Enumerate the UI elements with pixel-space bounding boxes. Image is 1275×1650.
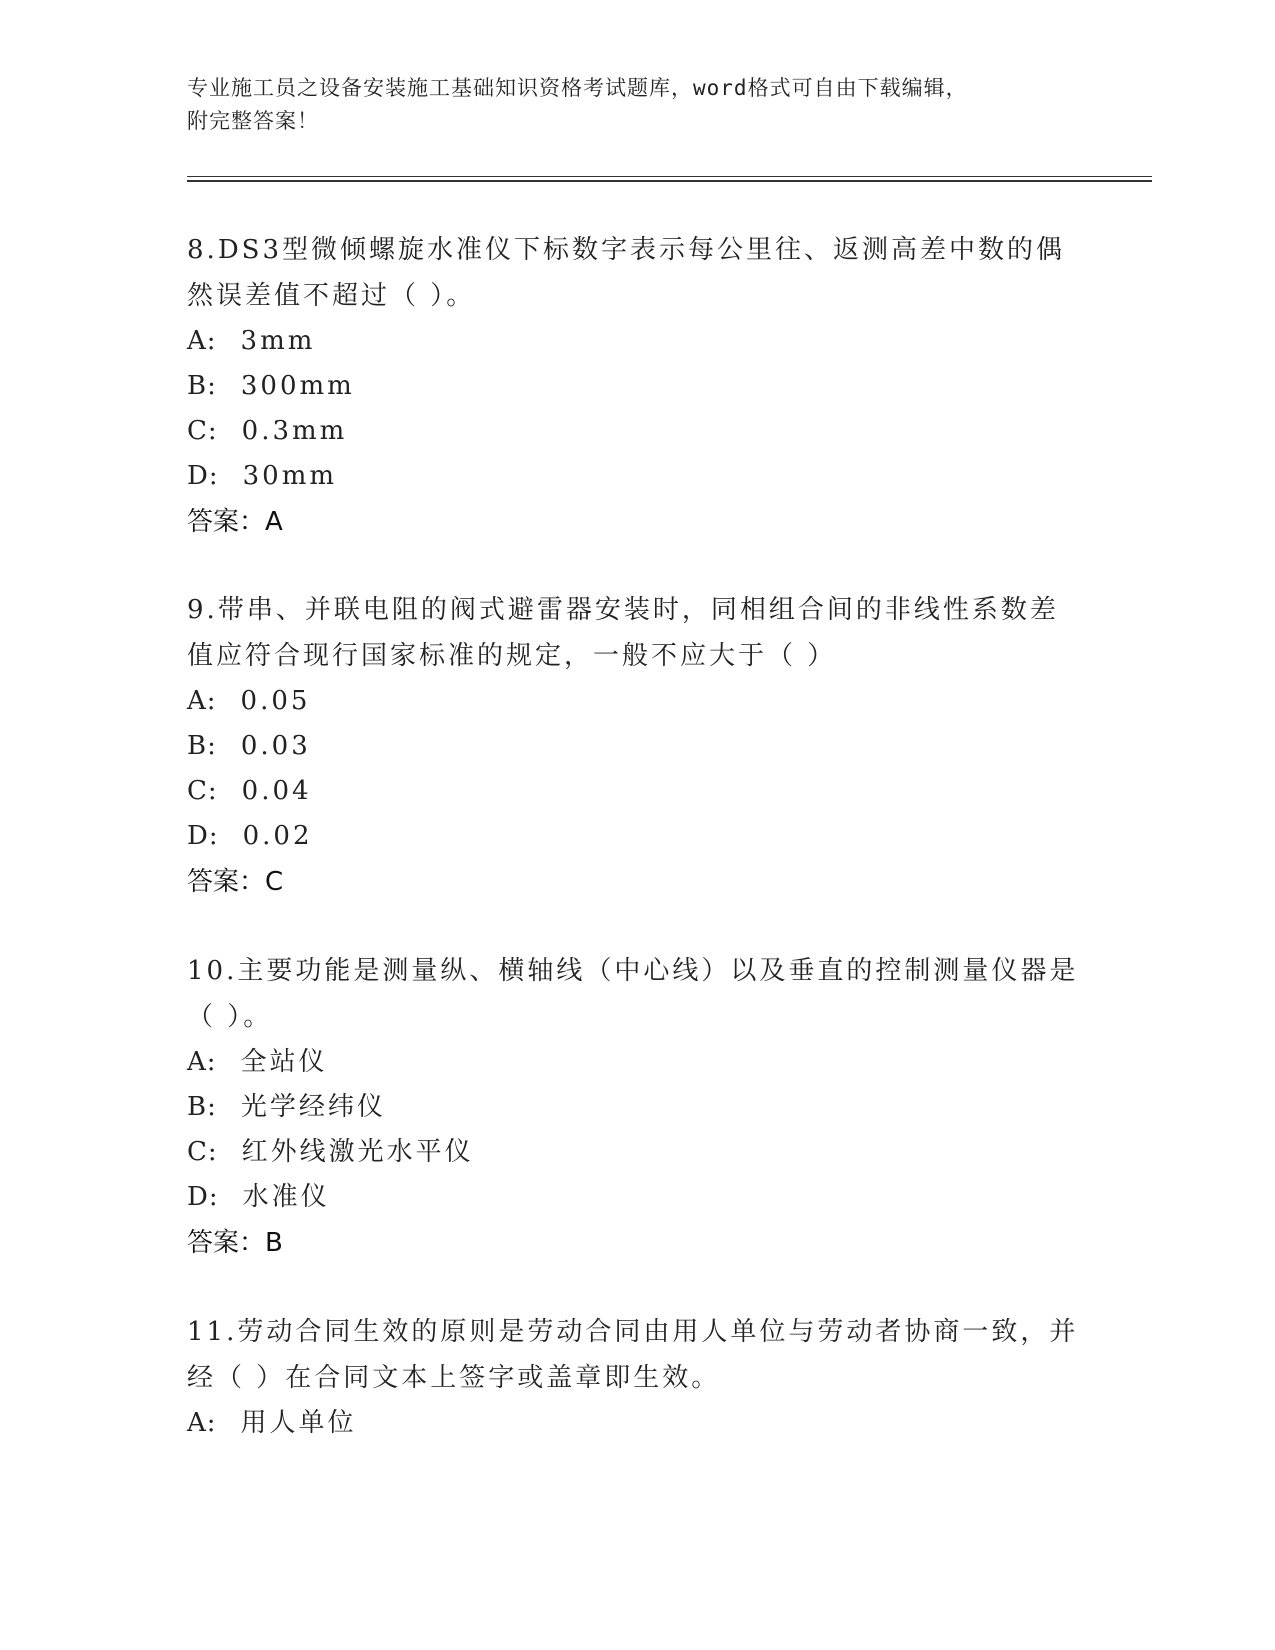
question-text — [187, 587, 1087, 679]
answer-value: B — [265, 1228, 283, 1258]
question-number: 10. — [187, 956, 238, 986]
option-letter: A: — [187, 326, 217, 356]
answer-label: 答案： — [187, 507, 266, 537]
option-value: 3mm — [240, 326, 316, 356]
option-letter: A: — [187, 1047, 217, 1077]
answer-value: C — [265, 867, 284, 897]
question-text — [187, 227, 1087, 319]
answer-line — [187, 1220, 1087, 1266]
option-value: 全站仪 — [240, 1047, 328, 1077]
option-d — [187, 1175, 1087, 1220]
answer-value: A — [265, 507, 283, 537]
option-value: 0.04 — [241, 776, 312, 806]
document-header — [187, 72, 1067, 138]
option-letter: C: — [187, 416, 218, 446]
option-b — [187, 1085, 1087, 1130]
option-letter: B: — [187, 731, 217, 761]
answer-line — [187, 859, 1087, 905]
option-letter: C: — [187, 1137, 218, 1167]
question-stem: 主要功能是测量纵、横轴线（中心线）以及垂直的控制测量仪器是（ ）。 — [187, 956, 1079, 1032]
answer-line — [187, 499, 1087, 545]
option-letter: D: — [187, 461, 219, 491]
question-9 — [187, 587, 1087, 905]
option-value: 0.03 — [240, 731, 311, 761]
option-letter: C: — [187, 776, 218, 806]
question-text — [187, 948, 1087, 1040]
question-number: 8. — [187, 235, 218, 265]
option-value: 水准仪 — [242, 1182, 330, 1212]
option-b — [187, 364, 1087, 409]
option-b — [187, 724, 1087, 769]
option-a — [187, 679, 1087, 724]
option-c — [187, 1130, 1087, 1175]
header-divider-thin — [187, 176, 1152, 177]
question-stem: 带串、并联电阻的阀式避雷器安装时，同相组合间的非线性系数差值应符合现行国家标准的规定，一般不应大于（ ） — [187, 595, 1059, 671]
option-value: 用人单位 — [240, 1408, 357, 1438]
option-letter: A: — [187, 1408, 217, 1438]
question-11 — [187, 1309, 1087, 1446]
option-value: 0.02 — [242, 821, 313, 851]
header-line-1: 专业施工员之设备安装施工基础知识资格考试题库，word格式可自由下载编辑， — [187, 76, 968, 100]
option-c — [187, 409, 1087, 454]
option-a — [187, 1040, 1087, 1085]
option-value: 光学经纬仪 — [240, 1092, 386, 1122]
question-text — [187, 1309, 1087, 1401]
answer-label: 答案： — [187, 867, 266, 897]
option-letter: A: — [187, 686, 217, 716]
option-letter: D: — [187, 1182, 219, 1212]
option-d — [187, 454, 1087, 499]
question-10 — [187, 948, 1087, 1266]
option-value: 0.05 — [240, 686, 311, 716]
option-a — [187, 319, 1087, 364]
option-letter: D: — [187, 821, 219, 851]
option-value: 0.3mm — [241, 416, 348, 446]
option-letter: B: — [187, 1092, 217, 1122]
option-value: 红外线激光水平仪 — [241, 1137, 474, 1167]
question-number: 9. — [187, 595, 218, 625]
option-d — [187, 814, 1087, 859]
option-c — [187, 769, 1087, 814]
question-stem: 劳动合同生效的原则是劳动合同由用人单位与劳动者协商一致，并经（ ）在合同文本上签字或盖章即生效。 — [187, 1317, 1079, 1393]
header-divider-thick — [187, 180, 1152, 182]
option-value: 30mm — [242, 461, 338, 491]
answer-label: 答案： — [187, 1228, 266, 1258]
header-line-2: 附完整答案！ — [187, 109, 319, 133]
question-number: 11. — [187, 1317, 238, 1347]
option-letter: B: — [187, 371, 217, 401]
question-stem: DS3型微倾螺旋水准仪下标数字表示每公里往、返测高差中数的偶然误差值不超过（ ）。 — [187, 235, 1066, 311]
option-a — [187, 1401, 1087, 1446]
option-value: 300mm — [240, 371, 355, 401]
question-8 — [187, 227, 1087, 545]
